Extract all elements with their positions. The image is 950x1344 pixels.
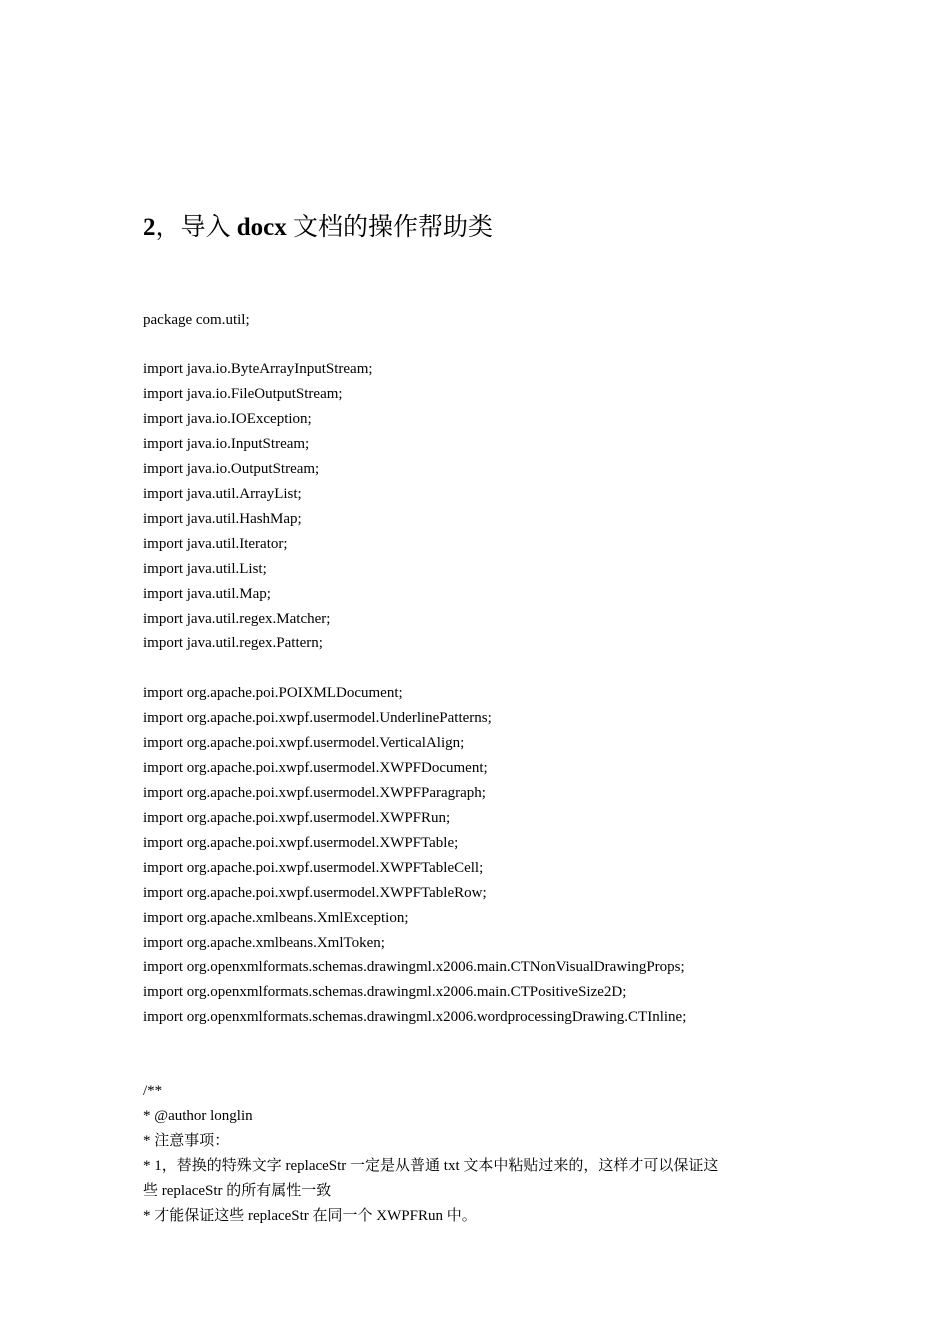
import-line: import org.openxmlformats.schemas.drawingml.x2006.main.CTPositiveSize2D; [143,984,627,1001]
import-line: import java.util.Map; [143,585,271,602]
comment-line: 些 replaceStr 的所有属性一致 [143,1183,332,1199]
import-line: import org.apache.poi.xwpf.usermodel.UnderlinePatterns; [143,709,492,726]
import-line: import org.apache.poi.xwpf.usermodel.XWPFRun; [143,809,451,826]
heading-text-bold: docx [236,214,287,241]
comment-line: * 才能保证这些 replaceStr 在同一个 XWPFRun 中。 [143,1208,477,1224]
import-line: import org.apache.poi.xwpf.usermodel.XWPFTable; [143,834,459,851]
heading-text-post: 文档的操作帮助类 [286,214,494,241]
import-line: import org.apache.poi.xwpf.usermodel.XWPFDocument; [143,759,488,776]
import-line: import java.util.ArrayList; [143,485,302,502]
import-line: import org.apache.poi.xwpf.usermodel.XWPFParagraph; [143,784,486,801]
import-line: import java.util.HashMap; [143,510,302,527]
import-line: import java.util.regex.Pattern; [143,635,323,652]
import-line: import org.apache.xmlbeans.XmlToken; [143,934,385,951]
heading-text-pre: 导入 [180,214,237,241]
import-line: import org.openxmlformats.schemas.drawingml.x2006.main.CTNonVisualDrawingProps; [143,959,685,976]
comment-line: * 注意事项： [143,1133,230,1149]
import-line: import java.io.InputStream; [143,435,310,452]
import-line: import java.util.List; [143,560,267,577]
import-line: import org.apache.poi.xwpf.usermodel.VerticalAlign; [143,734,465,751]
comment-line: * @author longlin [143,1108,253,1124]
import-line: import java.io.ByteArrayInputStream; [143,361,373,377]
package-declaration: package com.util; [143,312,250,328]
heading-number: 2 [143,214,156,241]
import-line: import java.io.OutputStream; [143,460,320,477]
import-line: import org.openxmlformats.schemas.drawingml.x2006.wordprocessingDrawing.CTInline; [143,1009,687,1026]
import-line: import org.apache.poi.xwpf.usermodel.XWPFTableRow; [143,884,487,901]
import-line: import org.apache.poi.POIXMLDocument; [143,685,403,701]
comment-line: * 1，替换的特殊文字 replaceStr 一定是从普通 txt 文本中粘贴过来的，这样才可以保证这 [143,1158,719,1174]
import-line: import org.apache.xmlbeans.XmlException; [143,909,409,926]
section-heading [143,211,493,245]
import-line: import java.util.regex.Matcher; [143,610,331,627]
import-line: import java.io.IOException; [143,410,312,427]
heading-separator: ， [155,214,181,241]
import-line: import org.apache.poi.xwpf.usermodel.XWPFTableCell; [143,859,484,876]
import-line: import java.io.FileOutputStream; [143,385,343,402]
import-line: import java.util.Iterator; [143,535,288,552]
comment-line: /** [143,1083,163,1099]
